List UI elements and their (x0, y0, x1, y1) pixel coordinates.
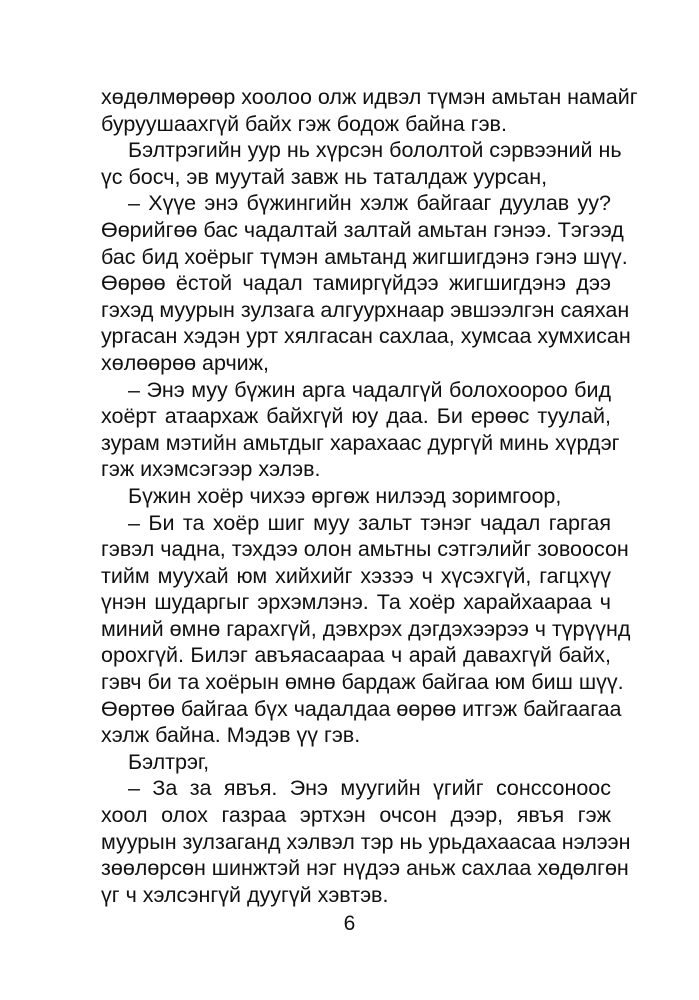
text-line: үнэн шударгыг эрхэмлэнэ. Та хоёр харайхаараа ч (101, 590, 611, 615)
text-line: Өөртөө байгаа бүх чадалдаа өөрөө итгэж байгаагаа (101, 696, 622, 721)
text-line: тийм муухай юм хийхийг хэзээ ч хүсэхгүй, гагцхүү (101, 563, 611, 588)
text-line: гэхэд муурын зулзага алгуурхнаар эвшээлгэн саяхан (101, 297, 630, 322)
text-line: Бэлтрэг, (128, 749, 210, 774)
page-number: 6 (343, 912, 356, 935)
text-line: миний өмнө гарахгүй, дэвхрэх дэгдэхээрээ ч түрүүнд (101, 616, 631, 641)
text-line: гэвч би та хоёрын өмнө бардаж байгаа юм биш шүү. (101, 670, 624, 695)
text-line: зурам мэтийн амьтдыг харахаас дургүй минь хүрдэг (101, 430, 620, 455)
text-line: – За за явъя. Энэ муугийн үгийг сонссоноос (128, 776, 611, 801)
text-line: гэвэл чадна, тэхдээ олон амьтны сэтгэлийг зовоосон (101, 537, 629, 562)
text-line: ургасан хэдэн урт хялгасан сахлаа, хумсаа хумхисан (101, 324, 631, 349)
text-line: бас бид хоёрыг түмэн амьтанд жигшигдэнэ гэнэ шүү. (101, 244, 628, 269)
text-line: буруушаахгүй байх гэж бодож байна гэв. (101, 111, 507, 136)
text-line: зөөлөрсөн шинжтэй нэг нүдээ аньж сахлаа хөдөлгөн (101, 856, 629, 881)
text-line: хоол олох газраа эртхэн очсон дээр, явъя гэж (101, 803, 611, 828)
text-line: – Энэ муу бүжин арга чадалгүй болохоороо бид (128, 377, 611, 402)
text-line: үг ч хэлсэнгүй дуугүй хэвтэв. (101, 882, 389, 907)
text-line: муурын зулзаганд хэлвэл тэр нь урьдахаасаа нэлээн (101, 829, 631, 854)
text-line: – Хүүе энэ бүжингийн хэлж байгааг дуулав уу? (128, 191, 611, 216)
text-line: Өөрийгөө бас чадалтай залтай амьтан гэнээ. Тэгээд (101, 217, 624, 242)
text-line: хөдөлмөрөөр хоолоо олж идвэл түмэн амьтан намайг (101, 85, 638, 109)
text-line: гэж ихэмсэгээр хэлэв. (101, 457, 321, 482)
text-line: хэлж байна. Мэдэв үү гэв. (101, 723, 361, 748)
text-line: үс босч, эв муутай завж нь таталдаж уурсан, (101, 164, 548, 189)
text-line: – Би та хоёр шиг муу зальт тэнэг чадал гаргая (128, 510, 611, 535)
text-line: Бүжин хоёр чихээ өргөж нилээд зоримгоор, (128, 483, 562, 508)
text-line: орохгүй. Билэг авъяасаараа ч арай давахгүй байх, (101, 643, 611, 668)
text-line: хөлөөрөө арчиж, (101, 350, 270, 375)
text-line: хоёрт атаархаж байхгүй юу даа. Би ерөөс туулай, (101, 404, 611, 429)
body-text (101, 84, 638, 908)
text-line: Бэлтрэгийн уур нь хүрсэн бололтой сэрвээний нь (128, 138, 622, 163)
text-line: Өөрөө ёстой чадал тамиргүйдээ жигшигдэнэ дээ (101, 271, 611, 296)
